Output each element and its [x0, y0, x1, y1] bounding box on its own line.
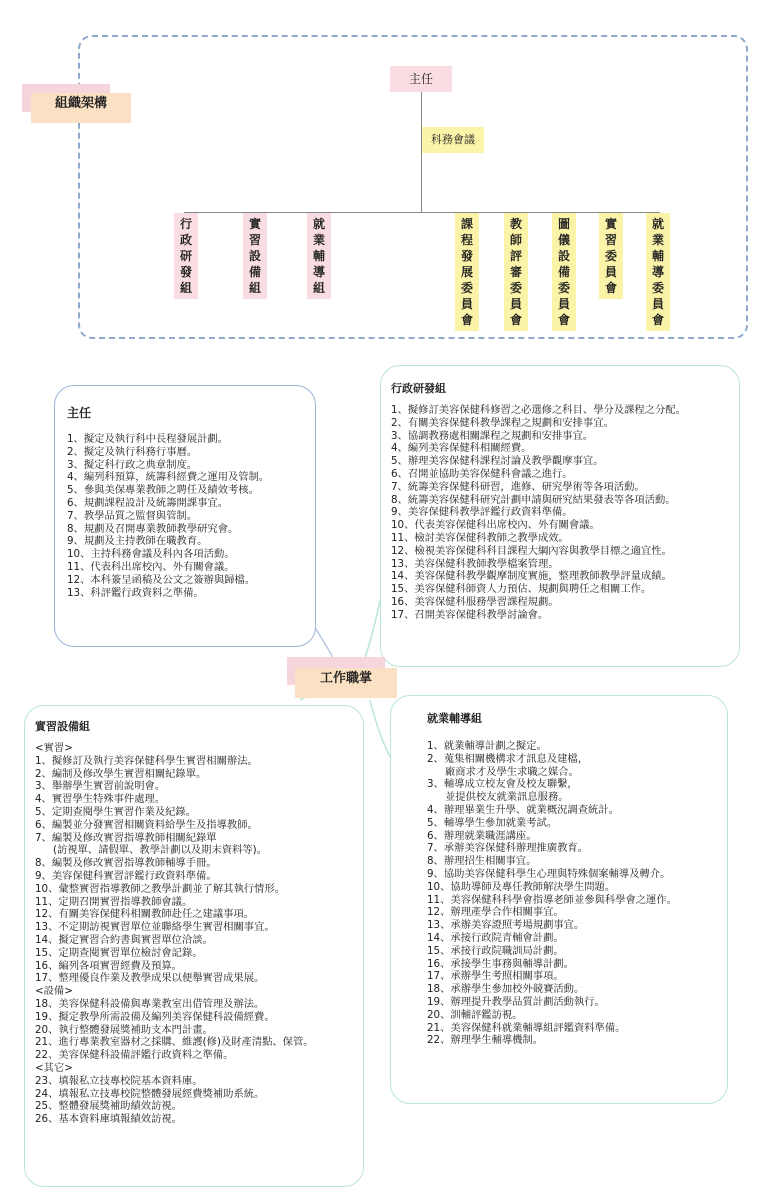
list-item: 13、不定期訪視實習單位並聯絡學生實習相關事宜。 — [35, 921, 275, 934]
list-item: 12、本科簽呈函稿及公文之簽辦與歸檔。 — [67, 573, 256, 586]
committee-teacher-review: 教 師 評 審 委 員 會 — [504, 213, 528, 331]
list-item: 19、擬定教學所需設備及編列美容保健科設備經費。 — [35, 1010, 275, 1023]
career-duties-list — [427, 740, 727, 1047]
list-item: 14、承接行政院青輔會計劃。 — [427, 931, 564, 944]
list-item: 10、彙整實習指導教師之教學計劃並了解其執行情形。 — [35, 882, 285, 895]
committee-career: 就 業 輔 導 委 員 會 — [646, 213, 670, 331]
list-item: 9、協助美容保健科學生心理與特殊個案輔導及轉介。 — [427, 867, 671, 880]
list-item: 6、規劃課程設計及統籌開課事宜。 — [67, 496, 229, 509]
list-item: 3、擬定科行政之典章制度。 — [67, 458, 198, 471]
list-item: 8、規劃及召開專業教師教學研究會。 — [67, 522, 239, 535]
list-item: 15、定期查閱實習單位檢討會記錄。 — [35, 946, 203, 959]
list-item: 2、編制及修改學生實習相關紀錄單。 — [35, 767, 207, 780]
list-item: 14、擬定實習合約書與實習單位洽談。 — [35, 933, 213, 946]
list-item: 8、辦理招生相關事宜。 — [427, 855, 537, 868]
list-item: 7、編製及修改實習指導教師相關紀錄單 — [35, 831, 217, 844]
list-item: 3、協調教務處相關課程之規劃和安排事宜。 — [391, 429, 594, 442]
list-item: 4、辦理畢業生升學、就業概況調查統計。 — [427, 803, 619, 816]
list-item: 7、承辦美容保健科辦理推廣教育。 — [427, 842, 589, 855]
practice-duties-panel — [24, 705, 364, 1187]
list-item: 25、整體發展獎補助績效訪視。 — [35, 1100, 182, 1113]
list-item: 9、規劃及主持教師在職教育。 — [67, 535, 208, 548]
list-item: 2、有關美容保健科教學課程之規劃和安排事宜。 — [391, 416, 614, 429]
list-item: 12、有關美容保健科相關教師赴任之建議事項。 — [35, 908, 255, 921]
committee-curriculum: 課 程 發 展 委 員 會 — [455, 213, 479, 331]
list-item: 16、美容保健科服務學習課程規劃。 — [391, 595, 559, 608]
org-section-label: 組織架構 — [31, 93, 131, 123]
list-item: 11、美容保健科科學會指導老師並參與科學會之運作。 — [427, 893, 677, 906]
list-item: 2、擬定及執行科務行事曆。 — [67, 445, 198, 458]
list-item: 13、科評鑑行政資料之準備。 — [67, 586, 204, 599]
list-item: 7、教學品質之監督與管制。 — [67, 509, 198, 522]
list-item: 12、檢視美容保健科科目課程大綱內容與教學目標之適宜性。 — [391, 544, 672, 557]
list-item: 4、編列科預算，統籌科經費之運用及管制。 — [67, 471, 270, 484]
list-item: 6、編製並分發實習相關資料給學生及指導教師。 — [35, 818, 258, 831]
list-item: 14、美容保健科教學觀摩制度實施，整理教師教學評量成績。 — [391, 570, 672, 583]
list-item: 9、美容保健科實習評鑑行政資料準備。 — [35, 869, 217, 882]
list-item: 18、美容保健科設備與專業教室出借管理及辦法。 — [35, 997, 265, 1010]
list-item: 8、編製及修改實習指導教師輔導手冊。 — [35, 857, 217, 870]
list-item: 17、承辦學生考照相關事項。 — [427, 970, 564, 983]
admin-duties-panel — [380, 365, 740, 667]
director-duties-list — [67, 433, 315, 599]
practice-duties-list — [35, 742, 363, 1126]
list-item: 12、辦理產學合作相關事宜。 — [427, 906, 564, 919]
list-item: 4、編列美容保健科相關經費。 — [391, 442, 532, 455]
list-item: 3、舉辦學生實習前說明會。 — [35, 780, 166, 793]
list-item: 10、主持科務會議及科內各項活動。 — [67, 548, 235, 561]
unit-practice-equipment: 實 習 設 備 組 — [243, 213, 267, 299]
list-item: 23、填報私立技專校院基本資料庫。 — [35, 1074, 203, 1087]
admin-duties-list — [391, 404, 739, 622]
list-item: 13、承辦美容證照考場規劃事宜。 — [427, 919, 585, 932]
meeting-box: 科務會議 — [422, 127, 484, 153]
director-panel-title: 主任 — [67, 406, 92, 420]
list-item: 21、進行專業教室器材之採購、維護(修)及財產清點、保管。 — [35, 1036, 314, 1049]
list-item: 19、辦理提升教學品質計劃活動執行。 — [427, 995, 605, 1008]
list-item: 1、就業輔導計劃之擬定。 — [427, 740, 547, 752]
list-item: 5、定期查閱學生實習作業及紀錄。 — [35, 805, 197, 818]
list-item: 2、蒐集相關機構求才訊息及建檔， — [427, 752, 589, 765]
director-duties-panel — [54, 385, 316, 647]
list-item: 1、擬修訂美容保健科修習之必選修之科目、學分及課程之分配。 — [391, 404, 686, 416]
duties-label: 工作職掌 — [295, 668, 397, 698]
list-item: 5、參與美保專業教師之聘任及績效考核。 — [67, 484, 259, 497]
list-item: <其它> — [35, 1061, 73, 1074]
list-item: 20、執行整體發展獎補助支本門計畫。 — [35, 1023, 213, 1036]
list-item: 22、辦理學生輔導機制。 — [427, 1034, 544, 1047]
director-box: 主任 — [390, 66, 452, 92]
career-duties-panel — [390, 695, 728, 1104]
practice-panel-title: 實習設備組 — [35, 720, 90, 733]
list-item: 11、檢討美容保健科教師之教學成效。 — [391, 531, 569, 544]
list-item: 11、代表科出席校內、外有關會議。 — [67, 560, 235, 573]
list-item: 1、擬修訂及執行美容保健科學生實習相關辦法。 — [35, 754, 258, 767]
list-item: <設備> — [35, 985, 73, 998]
list-item: 3、輔導成立校友會及校友聯繫， — [427, 778, 578, 791]
list-item: 7、統籌美容保健科研習，進修、研究學術等各項活動。 — [391, 480, 645, 493]
list-item: 8、統籌美容保健科研究計劃申請與研究結果發表等各項活動。 — [391, 493, 676, 506]
list-item: 10、協助導師及專任教師解決學生問題。 — [427, 880, 616, 893]
list-item: 22、美容保健科設備評鑑行政資料之準備。 — [35, 1049, 234, 1062]
unit-career-guidance: 就 業 輔 導 組 — [307, 213, 331, 299]
list-item: 16、承接學生事務與輔導計劃。 — [427, 957, 574, 970]
list-item: 11、定期召開實習指導教師會議。 — [35, 895, 193, 908]
list-item: 20、訓輔評鑑訪視。 — [427, 1008, 523, 1021]
list-item: 並提供校友就業訊息服務。 — [445, 791, 569, 804]
list-item: 17、整理優良作業及教學成果以便舉實習成果展。 — [35, 972, 265, 985]
committee-equipment: 圖 儀 設 備 委 員 會 — [552, 213, 576, 331]
list-item: 5、輔導學生參加就業考試。 — [427, 816, 558, 829]
list-item: 4、實習學生特殊事件處理。 — [35, 793, 166, 806]
list-item: 9、美容保健科教學評鑑行政資料準備。 — [391, 506, 573, 519]
unit-admin-research: 行 政 研 發 組 — [174, 213, 198, 299]
list-item: 24、填報私立技專校院整體發展經費獎補助系統。 — [35, 1087, 265, 1100]
list-item: 15、承接行政院職訓局計劃。 — [427, 944, 564, 957]
list-item: 6、辦理就業職涯講座。 — [427, 829, 537, 842]
admin-panel-title: 行政研發組 — [391, 382, 446, 395]
list-item: 15、美容保健科師資人力預估、規劃與聘任之相關工作。 — [391, 583, 652, 596]
list-item: 13、美容保健科教師教學檔案管理。 — [391, 557, 559, 570]
list-item: (訪視單、請假單、教學計劃以及期末資料等)。 — [53, 844, 267, 857]
list-item: <實習> — [35, 742, 73, 754]
list-item: 16、編列各項實習經費及預算。 — [35, 959, 182, 972]
list-item: 5、辦理美容保健科課程討論及教學觀摩事宜。 — [391, 455, 604, 468]
list-item: 廠商求才及學生求職之媒合。 — [445, 765, 579, 778]
list-item: 17、召開美容保健科教學討論會。 — [391, 608, 549, 621]
list-item: 6、召開並協助美容保健科會議之進行。 — [391, 467, 573, 480]
career-panel-title: 就業輔導組 — [427, 712, 482, 725]
list-item: 18、承辦學生參加校外競賽活動。 — [427, 983, 585, 996]
list-item: 10、代表美容保健科出席校內、外有關會議。 — [391, 519, 600, 532]
committee-internship: 實 習 委 員 會 — [599, 213, 623, 299]
list-item: 1、擬定及執行科中長程發展計劃。 — [67, 433, 229, 445]
list-item: 26、基本資料庫填報績效訪視。 — [35, 1113, 182, 1126]
list-item: 21、美容保健科就業輔導組評鑑資料準備。 — [427, 1021, 626, 1034]
